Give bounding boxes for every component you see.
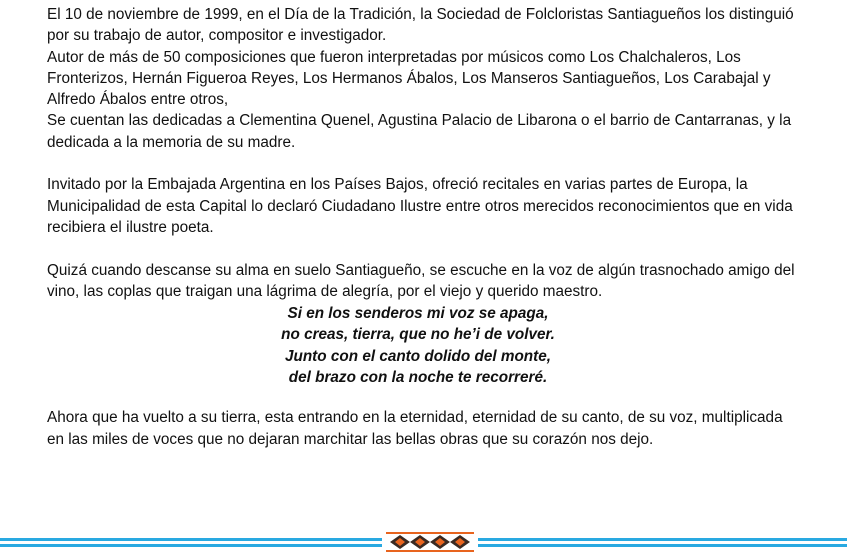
footer-stripes-left (0, 538, 382, 547)
text-line: Invitado por la Embajada Argentina en los Países Bajos, ofreció recitales en varias partes de Europa, la (47, 176, 748, 194)
stripe-line (478, 544, 847, 547)
paragraph-closing (47, 407, 797, 450)
footer-divider (0, 524, 847, 556)
text-line: El 10 de noviembre de 1999, en el Día de la Tradición, la Sociedad de Folcloristas Santiagueños los distinguió (47, 6, 794, 23)
text-line: Ahora que ha vuelto a su tierra, esta entrando en la eternidad, eternidad de su canto, de su voz, multiplicada (47, 409, 783, 427)
text-line: Se cuentan las dedicadas a Clementina Quenel, Agustina Palacio de Libarona o el barrio de Cantarranas, y la (47, 112, 792, 130)
ornament-border (386, 532, 474, 534)
poem-line: del brazo con la noche te recorreré. (288, 369, 548, 387)
ornament-border (386, 550, 474, 552)
text-line: Municipalidad de esta Capital lo declaró Ciudadano Ilustre entre otros merecidos reconocimientos que en vida (47, 197, 793, 215)
text-line: por su trabajo de autor, compositor e investigador. (47, 27, 387, 45)
footer-stripes-right (478, 538, 847, 547)
paragraph-spacer (47, 238, 797, 259)
text-line: Autor de más de 50 composiciones que fueron interpretadas por músicos como Los Chalchaleros, Los (47, 48, 741, 66)
poem-line: no creas, tierra, que no he’i de volver. (281, 326, 555, 344)
text-line: en las miles de voces que no dejaran marchitar las bellas obras que su corazón nos dejo. (47, 430, 654, 448)
stripe-line (0, 544, 382, 547)
paragraph-memory (47, 260, 797, 303)
poem-line: Junto con el canto dolido del monte, (284, 347, 551, 365)
stripe-line (0, 538, 382, 541)
poem-verse (47, 303, 797, 388)
stripe-line (478, 538, 847, 541)
text-line: vino, las coplas que traigan una lágrima de alegría, por el viejo y querido maestro. (47, 282, 603, 300)
text-line: Alfredo Ábalos entre otros, (47, 91, 229, 109)
paragraph-europe (47, 174, 797, 238)
paragraph-spacer (47, 388, 797, 407)
paragraph-distinction (47, 4, 797, 153)
text-line: recibiera el ilustre poeta. (47, 218, 214, 236)
text-line: Fronterizos, Hernán Figueroa Reyes, Los Hermanos Ábalos, Los Manseros Santiagueños, Los Carabajal y (47, 69, 771, 87)
pampa-pattern-icon (386, 532, 474, 552)
poem-line: Si en los senderos mi voz se apaga, (287, 305, 549, 323)
document-body (47, 4, 797, 450)
text-line: Quizá cuando descanse su alma en suelo Santiagueño, se escuche en la voz de algún trasnochado amigo del (47, 261, 795, 279)
paragraph-spacer (47, 153, 797, 174)
text-line: dedicada a la memoria de su madre. (47, 133, 296, 151)
